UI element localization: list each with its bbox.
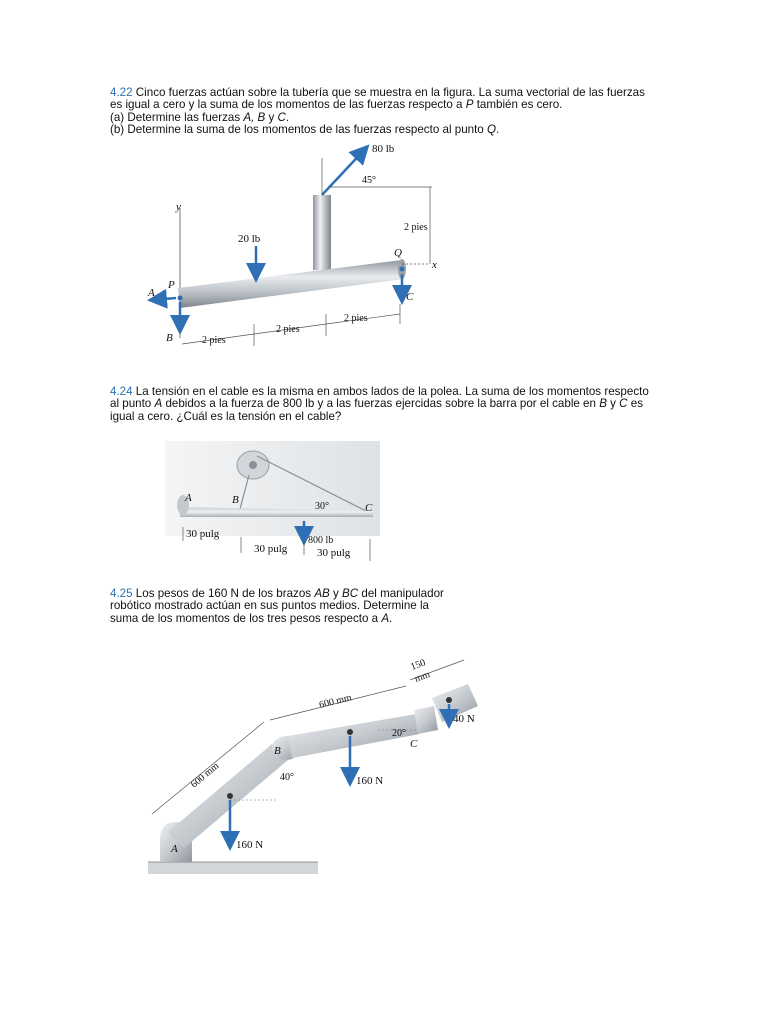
dim-ab-label: 600 mm xyxy=(188,760,222,791)
angle-20-label: 20° xyxy=(392,728,406,739)
angle-40-label: 40° xyxy=(280,772,294,783)
vertical-pipe xyxy=(313,195,331,270)
point-a-label: A xyxy=(171,843,178,855)
dim-2-label: 2 pies xyxy=(276,324,300,335)
point-b-label: B xyxy=(274,745,281,757)
dim-3-label: 2 pies xyxy=(344,313,368,324)
axis-x-label: x xyxy=(432,259,437,271)
point-q-label: Q xyxy=(394,247,402,259)
problem-number: 4.25 xyxy=(110,587,133,600)
problem-number: 4.22 xyxy=(110,86,133,99)
dim-3-label: 30 pulg xyxy=(317,547,351,559)
point-p-label: P xyxy=(168,279,175,291)
figure-4-25 xyxy=(148,650,493,880)
force-80lb-label: 80 lb xyxy=(372,143,395,155)
force-800lb-label: 800 lb xyxy=(308,535,334,546)
force-80lb-arrow xyxy=(322,148,366,195)
dim-2-label: 30 pulg xyxy=(254,543,288,555)
axis-y-label: y xyxy=(176,201,181,213)
dim-vertical-label: 2 pies xyxy=(404,222,428,233)
ground xyxy=(148,862,318,874)
point-b-label: B xyxy=(232,494,239,506)
problem-number: 4.24 xyxy=(110,385,133,398)
point-a-label: A xyxy=(185,492,192,504)
dim-tip-label: 150 xyxy=(409,657,428,673)
figure-4-24 xyxy=(165,441,380,566)
problem-4-25-text: 4.25 Los pesos de 160 N de los brazos AB y BC del manipulador robótico mostrado actúan en sus puntos medios. Determine la suma de los momentos de los tres pesos respecto a A. xyxy=(110,587,444,625)
angle-30-label: 30° xyxy=(315,501,329,512)
horizontal-pipe xyxy=(178,260,404,308)
angle-45-label: 45° xyxy=(362,175,376,186)
weight-ab-label: 160 N xyxy=(236,839,264,851)
force-b-label: B xyxy=(166,332,173,344)
point-c-label: C xyxy=(410,738,418,750)
figure-4-22 xyxy=(140,138,450,353)
force-a-arrow xyxy=(152,298,176,300)
weight-bc-label: 160 N xyxy=(356,775,384,787)
point-c-label: C xyxy=(365,502,373,514)
weight-tip-label: 40 N xyxy=(453,713,475,725)
dim-bc-label: 600 mm xyxy=(318,692,353,711)
force-c-label: C xyxy=(406,291,414,303)
dim-1-label: 30 pulg xyxy=(186,528,220,540)
problem-4-22-text: 4.22 Cinco fuerzas actúan sobre la tubería que se muestra en la figura. La suma vectorial de las fuerzas es igual a cero y la suma de los momentos de las fuerzas respecto a P también es cero. (a) Determine las fuerzas A, B y C. (b) Determine la suma de los momentos de las fuerzas respecto al punto Q. xyxy=(110,86,645,137)
dim-1-label: 2 pies xyxy=(202,335,226,346)
dim-tip-unit-label: mm xyxy=(413,669,432,685)
force-a-label: A xyxy=(148,287,155,299)
force-20lb-label: 20 lb xyxy=(238,233,261,245)
problem-4-24-text: 4.24 La tensión en el cable es la misma en ambos lados de la polea. La suma de los momentos respecto al punto A debidos a la fuerza de 800 lb y a las fuerzas ejercidas sobre la barra por el cable en B y C es igual a cero. ¿Cuál es la tensión en el cable? xyxy=(110,385,649,423)
